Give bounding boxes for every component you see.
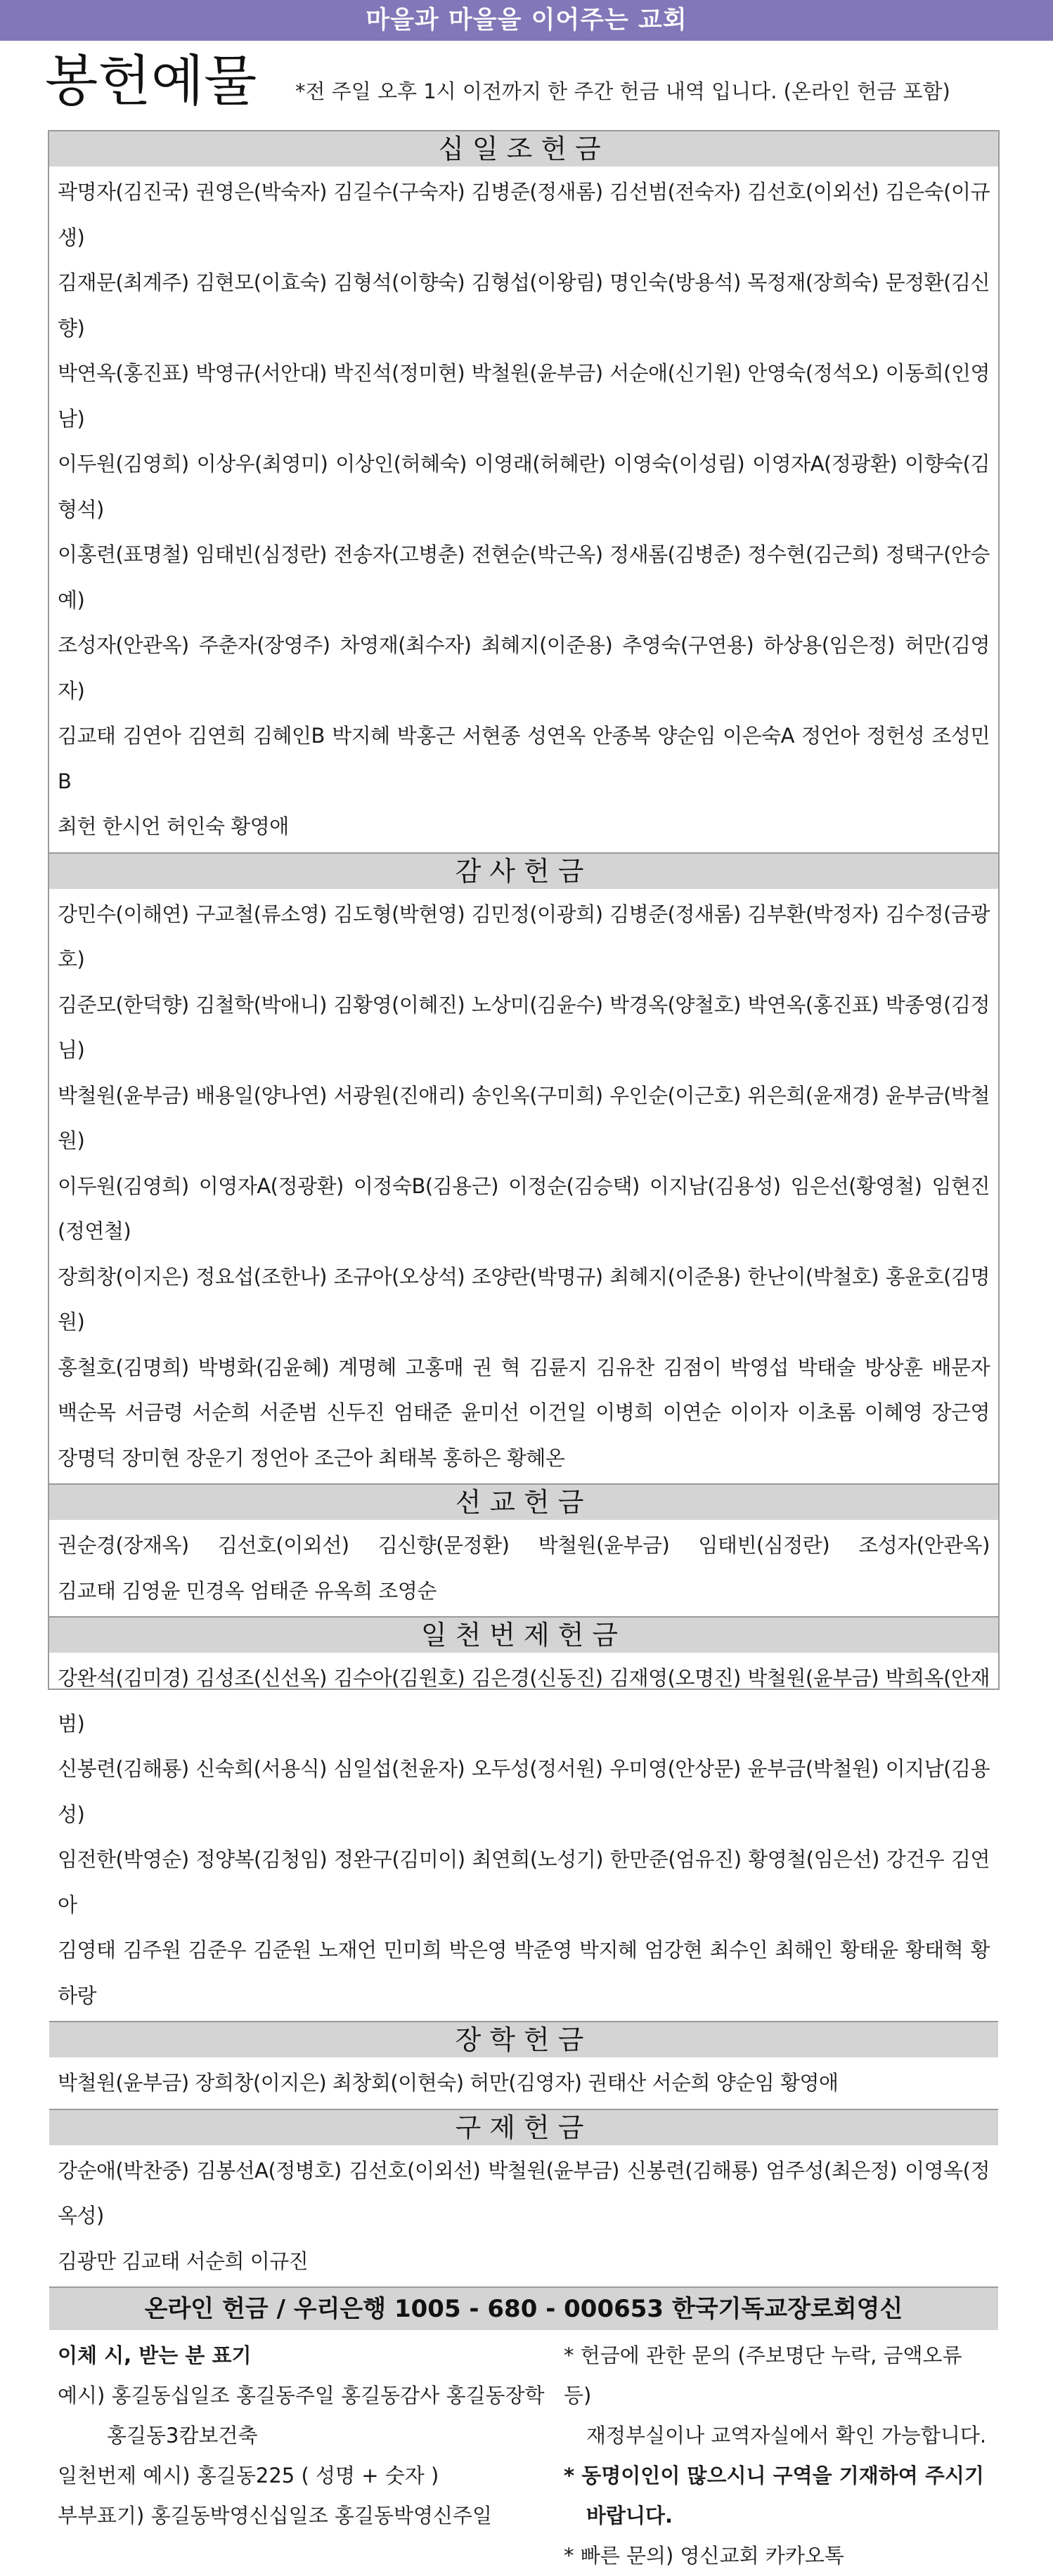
section-heading-scholarship: 장학헌금 (49, 2021, 998, 2057)
name-line: 강완석(김미경) 김성조(신선옥) 김수아(김원호) 김은경(신동진) 김재영(오명진) 박철원(윤부금) 박희옥(안재범) (58, 1666, 990, 1736)
name-line: 김영태 김주원 김준우 김준원 노재언 민미희 박은영 박준영 박지혜 엄강현 최수인 최해인 황태윤 황태혁 황하랑 (58, 1938, 990, 2008)
transfer-example-thousand: 일천번제 예시) 홍길동225 ( 성명 + 숫자 ) (58, 2464, 439, 2487)
same-name-note-cont: 바랍니다. (586, 2504, 673, 2528)
name-line: 장명덕 장미현 장운기 정언아 조근아 최태복 홍하은 황혜온 (58, 1445, 565, 1470)
section-body-mission (49, 1520, 998, 1616)
name-line: 신봉련(김해룡) 신숙희(서용식) 심일섭(천윤자) 오두성(정서원) 우미영(안상문) 윤부금(박철원) 이지남(김용성) (58, 1757, 990, 1826)
offering-box (48, 130, 1000, 2568)
inquiry-note: * 헌금에 관한 문의 (주보명단 누락, 금액오류 등) (564, 2343, 962, 2407)
name-line: 백순목 서금령 서순희 서준범 신두진 엄태준 윤미선 이건일 이병희 이연순 이이자 이초롬 이혜영 장근영 (58, 1400, 990, 1424)
name-line: 김교태 김연아 김연희 김혜인B 박지혜 박홍근 서현종 성연옥 안종복 양순임 이은숙A 정언아 정헌성 조성민B (58, 724, 990, 793)
section-heading-relief: 구제헌금 (49, 2109, 998, 2145)
name-line: 최헌 한시언 허인숙 황영애 (58, 814, 289, 838)
section-heading-mission: 선교헌금 (49, 1483, 998, 1520)
transfer-example: 예시) 홍길동십일조 홍길동주일 홍길동감사 홍길동장학 (58, 2383, 545, 2407)
name-line: 박철원(윤부금) 배용일(양나연) 서광원(진애리) 송인옥(구미희) 우인순(이근호) 위은희(윤재경) 윤부금(박철원) (58, 1083, 990, 1152)
name-line: 박연옥(홍진표) 박영규(서안대) 박진석(정미현) 박철원(윤부금) 서순애(신기원) 안영숙(정석오) 이동희(인영남) (58, 361, 990, 431)
transfer-example-cont: 홍길동3캄보건축 (107, 2424, 258, 2447)
name-line: 이두원(김영희) 이상우(최영미) 이상인(허혜숙) 이영래(허혜란) 이영숙(이성림) 이영자A(정광환) 이향숙(김형석) (58, 452, 990, 521)
same-name-note: * 동명이인이 많으시니 구역을 기재하여 주시기 (564, 2464, 984, 2487)
name-line: 김교태 김영윤 민경옥 엄태준 유옥희 조영순 (58, 1578, 437, 1603)
name-line: 박철원(윤부금) 장희창(이지은) 최창회(이현숙) 허만(김영자) 권태산 서순희 양순임 황영애 (58, 2071, 839, 2095)
name-line: 강민수(이해연) 구교철(류소영) 김도형(박현영) 김민정(이광희) 김병준(정새롬) 김부환(박정자) 김수정(금광호) (58, 902, 990, 971)
name-line: 임전한(박영순) 정양복(김청임) 정완구(김미이) 최연희(노성기) 한만준(엄유진) 황영철(임은선) 강건우 김연아 (58, 1847, 990, 1917)
section-body-relief (49, 2145, 998, 2287)
name-line: 홍철호(김명희) 박병화(김윤혜) 계명혜 고홍매 권 혁 김륜지 김유찬 김점이 박영섭 박태술 방상훈 배문자 (58, 1355, 990, 1379)
name-line: 강순애(박찬중) 김봉선A(정병호) 김선호(이외선) 박철원(윤부금) 신봉련(김해룡) 엄주성(최은정) 이영옥(정옥성) (58, 2158, 990, 2227)
section-heading-tithe: 십일조헌금 (49, 131, 998, 167)
kakao-note: * 빠른 문의) 영신교회 카카오톡 (564, 2544, 844, 2568)
name-line: 곽명자(김진국) 권영은(박숙자) 김길수(구숙자) 김병준(정새롬) 김선범(전숙자) 김선호(이외선) 김은숙(이규생) (58, 180, 990, 249)
section-body-thanks (49, 889, 998, 1484)
page-title: 봉헌예물 (45, 50, 257, 113)
name-line: 이두원(김영희) 이영자A(정광환) 이정숙B(김용근) 이정순(김승택) 이지남(김용성) 임은선(황영철) 임현진(정연철) (58, 1173, 990, 1243)
section-body-scholarship (49, 2057, 998, 2109)
name-line: 김재문(최계주) 김현모(이효숙) 김형석(이향숙) 김형섭(이왕림) 명인숙(방용석) 목정재(장희숙) 문정환(김신향) (58, 271, 990, 340)
info-area (49, 2330, 998, 2576)
section-heading-thousand: 일천번제헌금 (49, 1616, 998, 1653)
name-line: 김준모(한덕향) 김철학(박애니) 김황영(이혜진) 노상미(김윤수) 박경옥(양철호) 박연옥(홍진표) 박종영(김정님) (58, 992, 990, 1062)
transfer-guide (58, 2336, 564, 2576)
bank-account-heading: 온라인 헌금 / 우리은행 1005 - 680 - 000653 한국기독교장로회영신 (49, 2286, 998, 2330)
section-body-tithe (49, 167, 998, 852)
inquiry-note-cont: 재정부실이나 교역자실에서 확인 가능합니다. (586, 2424, 987, 2447)
transfer-guide-title: 이체 시, 받는 분 표기 (58, 2343, 252, 2367)
top-banner: 마을과 마을을 이어주는 교회 (0, 0, 1053, 41)
inquiry-notes (564, 2336, 990, 2576)
name-line: 장희창(이지은) 정요섭(조한나) 조규아(오상석) 조양란(박명규) 최혜지(이준용) 한난이(박철호) 홍윤호(김명원) (58, 1264, 990, 1334)
name-line: 김광만 김교태 서순희 이규진 (58, 2249, 309, 2273)
page-note: *전 주일 오후 1시 이전까지 한 주간 헌금 내역 입니다. (온라인 헌금 포함) (295, 79, 950, 103)
name-line: 이홍련(표명철) 임태빈(심정란) 전송자(고병춘) 전현순(박근옥) 정새롬(김병준) 정수현(김근희) 정택구(안승예) (58, 542, 990, 612)
transfer-example-couple: 부부표기) 홍길동박영신십일조 홍길동박영신주일 (58, 2504, 493, 2528)
name-line: 권순경(장재옥) 김선호(이외선) 김신향(문정환) 박철원(윤부금) 임태빈(심정란) 조성자(안관옥) (58, 1533, 990, 1557)
name-line: 조성자(안관옥) 주춘자(장영주) 차영재(최수자) 최혜지(이준용) 추영숙(구연용) 하상용(임은정) 허만(김영자) (58, 633, 990, 703)
section-body-thousand (49, 1653, 998, 2021)
section-heading-thanks: 감사헌금 (49, 852, 998, 889)
